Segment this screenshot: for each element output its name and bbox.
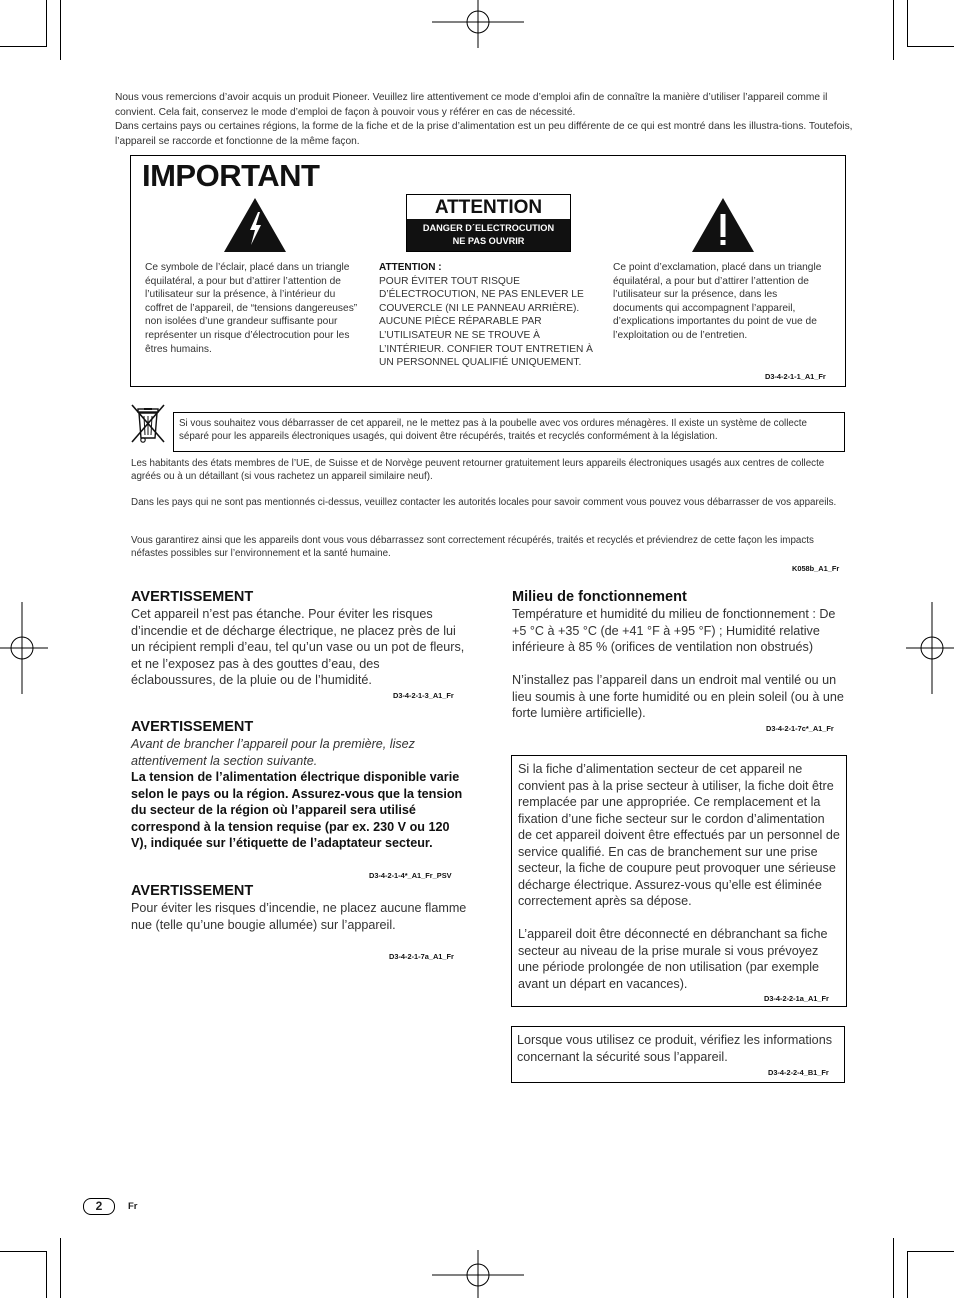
safety-info-text: Lorsque vous utilisez ce produit, vérifiez les informations concernant la sécurité sous l’appareil.	[517, 1033, 832, 1064]
attention-heading: ATTENTION :	[379, 262, 442, 273]
warning-2-voltage-text: La tension de l’alimentation électrique disponible varie selon le pays ou la région. Assurez-vous que la tension du secteur de la région où l’appareil sera utilisé correspond à la tension requise (par ex. 230 V ou 120 V), indiquée sur l’étiquette de l’adaptateur secteur.	[131, 770, 463, 850]
registration-mark-bottom	[432, 1250, 524, 1298]
warning-3-code: D3-4-2-1-7a_A1_Fr	[389, 952, 454, 961]
safety-info-box	[511, 1026, 845, 1083]
warning-2-code: D3-4-2-1-4*_A1_Fr_PSV	[369, 871, 452, 880]
weee-notice-box: Si vous souhaitez vous débarrasser de cet appareil, ne le mettez pas à la poubelle avec vos ordures ménagères. Il existe un système de collecte séparé pour les appareils électroniques usagés, qui doivent être récupérés, traités et recyclés conformément à la législation.	[173, 412, 845, 452]
attention-text	[379, 261, 599, 370]
attention-label-band	[407, 219, 570, 251]
intro-paragraph-1: Nous vous remercions d’avoir acquis un produit Pioneer. Veuillez lire attentivement ce mode d’emploi afin de connaître la manière d’utiliser l’appareil comme il convient. Cela fait, conservez le mode d’emploi de façon à pouvoir vous y référer en cas de nécessité.	[115, 92, 828, 118]
page-language: Fr	[128, 1201, 138, 1212]
warning-1-code: D3-4-2-1-3_A1_Fr	[393, 691, 454, 700]
warning-3-title: AVERTISSEMENT	[131, 883, 254, 899]
operating-environment-body-2: N’installez pas l’appareil dans un endroit mal ventilé ou un lieu soumis à une forte humidité ou en plein soleil (ou à une forte lumière artificielle).	[512, 673, 844, 720]
registration-mark-right	[906, 602, 954, 694]
plug-replacement-text: Si la fiche d’alimentation secteur de cet appareil ne convient pas à la prise secteur à utiliser, la fiche doit être remplacée par une appropriée. Ce remplacement et la fixation d’une fiche secteur sur le cordon d’alimentation de cet appareil doivent être effectués par un personnel de service qualifié. En cas de branchement sur une prise secteur, la fiche de coupure peut provoquer une sérieuse décharge électrique. Assurez-vous qu’elle est éliminée correctement après sa dépose.	[518, 762, 840, 908]
attention-label	[406, 194, 571, 252]
operating-environment-title: Milieu de fonctionnement	[512, 589, 687, 605]
attention-body: POUR ÉVITER TOUT RISQUE D’ÉLECTROCUTION, NE PAS ENLEVER LE COUVERCLE (NI LE PANNEAU ARRIÈRE). AUCUNE PIÈCE RÉPARABLE PAR L’UTILISATEUR NE SE TROUVE À L’INTÉRIEUR. CONFIER TOUT ENTRETIEN À UN PERSONNEL QUALIFIÉ UNIQUEMENT.	[379, 275, 593, 369]
exclamation-symbol-text: Ce point d’exclamation, placé dans un triangle équilatéral, a pour but d’attirer l’attention de l’utilisateur sur la présence, dans les documents qui accompagnent l’appareil, d’explications importantes du point de vue de l’exploitation ou de l’entretien.	[613, 262, 822, 341]
important-code: D3-4-2-1-1_A1_Fr	[765, 372, 826, 381]
crossed-bin-icon	[129, 402, 167, 446]
registration-mark-left	[0, 602, 48, 694]
warning-1-title: AVERTISSEMENT	[131, 589, 254, 605]
weee-paragraph-1: Les habitants des états membres de l’UE, de Suisse et de Norvège peuvent retourner gratuitement leurs appareils électroniques usagés aux centres de collecte agréés ou à un détaillant (si vous rachetez un appareil similaire neuf).	[131, 458, 825, 482]
important-title: IMPORTANT	[142, 158, 320, 193]
plug-replacement-code: D3-4-2-2-1a_A1_Fr	[764, 994, 829, 1003]
weee-paragraph-3: Vous garantirez ainsi que les appareils dont vous vous débarrassez sont correctement récupérés, traités et recyclés et préviendrez de cette façon les impacts néfastes possibles sur l’environnement et la santé humaine.	[131, 535, 814, 559]
warning-1-body: Cet appareil n’est pas étanche. Pour éviter les risques d’incendie et de décharge électrique, ne placez près de lui un récipient rempli d’eau, tel qu’un vase ou un pot de fleurs, et ne l’exposez pas à des gouttes d’eau, des éclaboussures, de la pluie ou de l’humidité.	[131, 607, 465, 687]
attention-label-title: ATTENTION	[434, 197, 543, 218]
plug-replacement-box	[511, 755, 847, 1007]
safety-info-code: D3-4-2-2-4_B1_Fr	[768, 1068, 829, 1077]
warning-3-body: Pour éviter les risques d’incendie, ne placez aucune flamme nue (telle qu’une bougie allumée) sur l’appareil.	[131, 901, 467, 932]
attention-band-line1: DANGER D´ELECTROCUTION	[422, 223, 555, 233]
exclamation-warning-icon	[691, 197, 755, 253]
warning-2-title: AVERTISSEMENT	[131, 719, 254, 735]
warning-2-intro: Avant de brancher l’appareil pour la première, lisez attentivement la section suivante.	[131, 737, 415, 768]
lightning-symbol-text: Ce symbole de l’éclair, placé dans un triangle équilatéral, a pour but d’attirer l’attention de l’utilisateur sur la présence, à l’intérieur du coffret de l’appareil, de “tensions dangereuses” non isolées d’une grandeur suffisante pour représenter un risque d’électrocution pour les êtres humains.	[145, 262, 358, 355]
weee-code: K058b_A1_Fr	[792, 564, 840, 573]
intro-paragraph-2: Dans certains pays ou certaines régions, la forme de la fiche et de la prise d’alimentation est un peu différente de ce qui est montré dans les illustra-tions. Toutefois, l’appareil se raccorde et fonctionne de la même façon.	[115, 121, 853, 147]
intro-text	[115, 91, 857, 149]
disconnect-text: L’appareil doit être déconnecté en débranchant sa fiche secteur au niveau de la prise murale si vous prévoyez une période prolongée de non utilisation (par exemple avant un départ en vacances).	[518, 927, 828, 991]
lightning-warning-icon	[223, 197, 287, 253]
page-number: 2	[83, 1198, 115, 1215]
registration-mark-top	[432, 0, 524, 48]
weee-paragraph-2: Dans les pays qui ne sont pas mentionnés ci-dessus, veuillez contacter les autorités locales pour savoir comment vous pouvez vous débarrasser de vos appareils.	[131, 497, 837, 508]
attention-band-line2: NE PAS OUVRIR	[452, 236, 525, 246]
operating-environment-body-1: Température et humidité du milieu de fonctionnement : De +5 °C à +35 °C (de +41 °F à +95 °F) ; Humidité relative inférieure à 85 % (orifices de ventilation non obstrués)	[512, 607, 836, 654]
operating-environment-code: D3-4-2-1-7c*_A1_Fr	[766, 724, 834, 733]
